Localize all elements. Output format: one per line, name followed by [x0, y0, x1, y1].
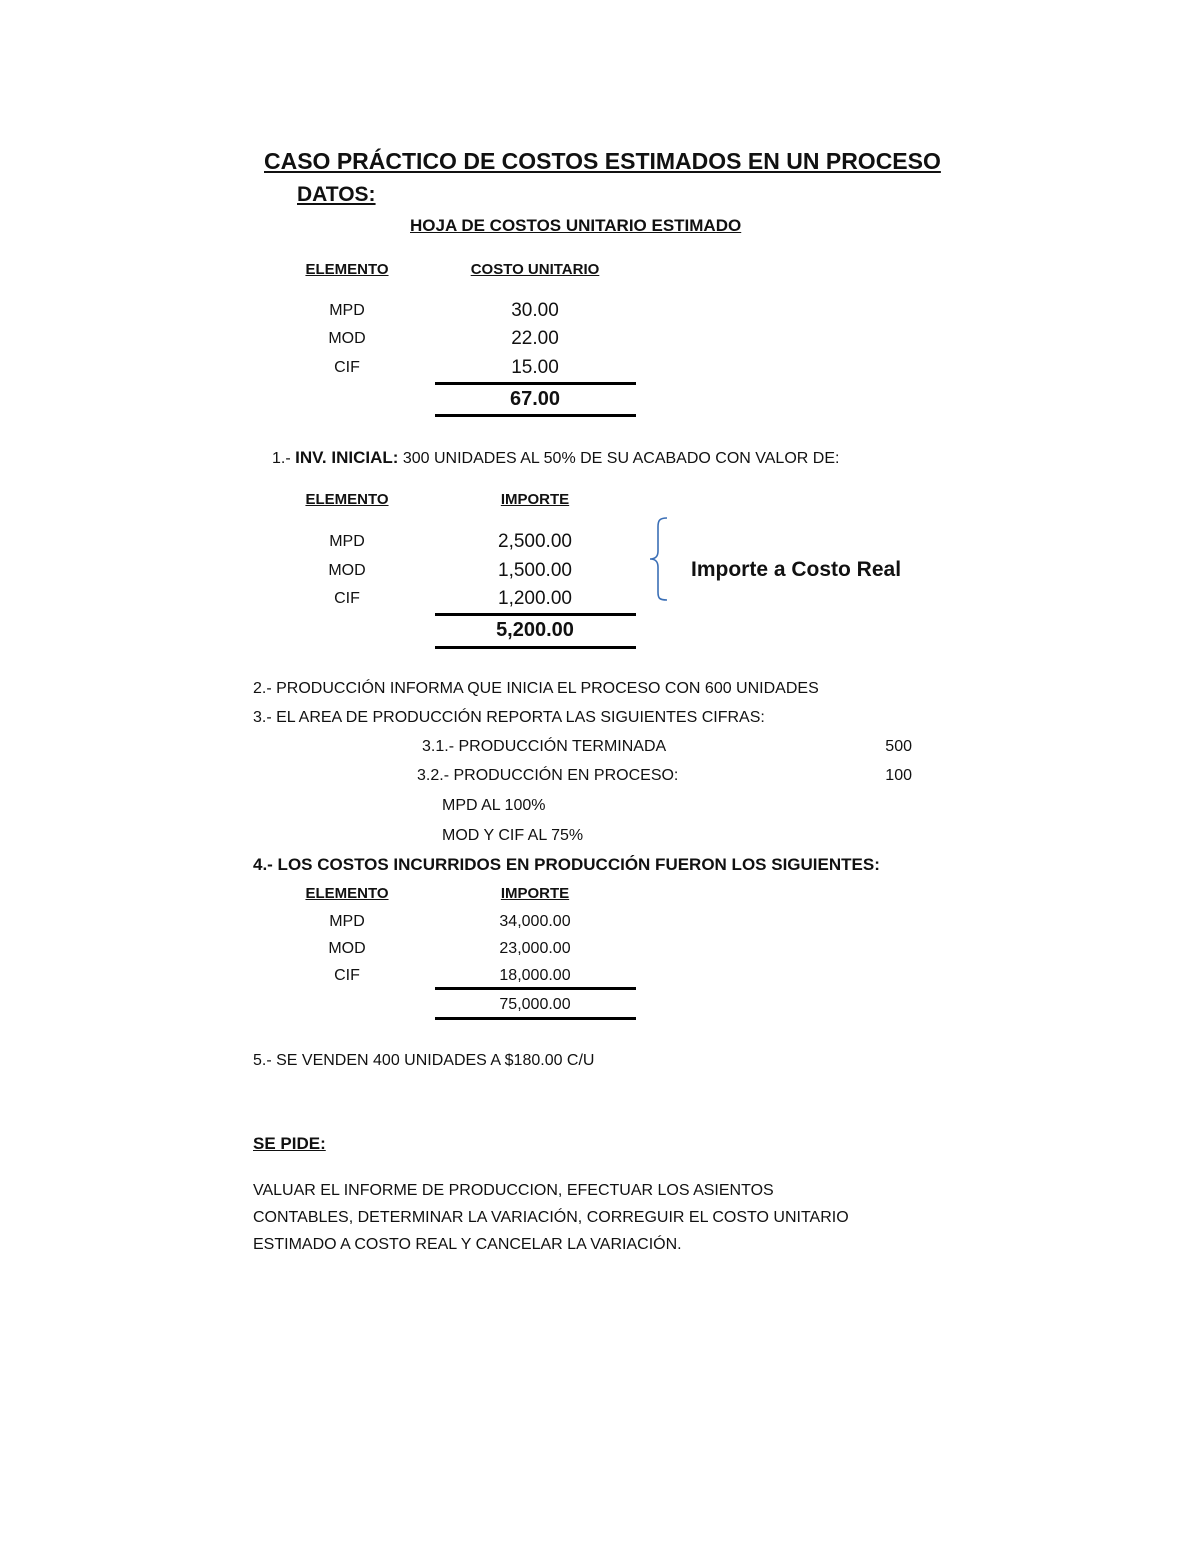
- se-pide-label: SE PIDE:: [253, 1134, 326, 1153]
- total-value: 5,200.00: [496, 619, 574, 641]
- total-double-rule: [435, 1017, 636, 1020]
- total-double-rule: [435, 646, 636, 649]
- item-3-1-value: 500: [885, 738, 912, 755]
- table-row-value: 2,500.00: [498, 531, 572, 552]
- table-row-value: 1,500.00: [498, 560, 572, 581]
- page-title: CASO PRÁCTICO DE COSTOS ESTIMADOS EN UN PROCESO: [264, 148, 941, 174]
- table-row-value: 30.00: [511, 300, 559, 321]
- col-header-importe: IMPORTE: [500, 491, 570, 508]
- inv-inicial-text: 300 UNIDADES AL 50% DE SU ACABADO CON VALOR DE:: [398, 450, 840, 467]
- total-rule: [435, 987, 636, 990]
- total-rule: [435, 613, 636, 616]
- datos-label: DATOS:: [297, 183, 376, 206]
- curly-brace-icon: [645, 515, 675, 603]
- total-value: 67.00: [509, 388, 561, 410]
- table-row-label: MOD: [328, 330, 366, 347]
- item-5: 5.- SE VENDEN 400 UNIDADES A $180.00 C/U: [253, 1052, 595, 1069]
- table-row-value: 18,000.00: [499, 967, 571, 984]
- se-pide-line: CONTABLES, DETERMINAR LA VARIACIÓN, CORREGUIR EL COSTO UNITARIO: [253, 1209, 849, 1226]
- inv-inicial-label: INV. INICIAL:: [295, 448, 399, 467]
- table-row-label: MPD: [329, 302, 365, 319]
- col-header-elemento: ELEMENTO: [305, 491, 389, 508]
- se-pide-line: ESTIMADO A COSTO REAL Y CANCELAR LA VARIACIÓN.: [253, 1236, 682, 1253]
- hoja-title: HOJA DE COSTOS UNITARIO ESTIMADO: [410, 216, 742, 235]
- table-row-label: CIF: [334, 967, 360, 984]
- total-rule: [435, 382, 636, 385]
- item-number: 1.-: [272, 450, 296, 467]
- item-2: 2.- PRODUCCIÓN INFORMA QUE INICIA EL PROCESO CON 600 UNIDADES: [253, 680, 819, 697]
- table-row-label: MOD: [328, 562, 366, 579]
- col-header-importe: IMPORTE: [500, 885, 570, 902]
- table-row-label: MOD: [328, 940, 366, 957]
- item-3-2-value: 100: [885, 767, 912, 784]
- table-row-label: CIF: [334, 359, 360, 376]
- col-header-costo: COSTO UNITARIO: [470, 261, 600, 278]
- table-row-value: 1,200.00: [498, 588, 572, 609]
- item-3-1-label: 3.1.- PRODUCCIÓN TERMINADA: [422, 738, 667, 755]
- item-3-2-label: 3.2.- PRODUCCIÓN EN PROCESO:: [417, 767, 679, 784]
- table-row-value: 23,000.00: [499, 940, 571, 957]
- se-pide-line: VALUAR EL INFORME DE PRODUCCION, EFECTUAR LOS ASIENTOS: [253, 1182, 774, 1199]
- table-row-label: MPD: [329, 913, 365, 930]
- table-row-value: 15.00: [511, 357, 559, 378]
- col-header-elemento: ELEMENTO: [305, 885, 389, 902]
- item-3-detail-mpd: MPD AL 100%: [442, 797, 546, 814]
- item-3-detail-mod-cif: MOD Y CIF AL 75%: [442, 827, 584, 844]
- total-double-rule: [435, 414, 636, 417]
- item-3: 3.- EL AREA DE PRODUCCIÓN REPORTA LAS SIGUIENTES CIFRAS:: [253, 709, 765, 726]
- col-header-elemento: ELEMENTO: [305, 261, 389, 278]
- table-row-value: 34,000.00: [499, 913, 571, 930]
- table-row-label: MPD: [329, 533, 365, 550]
- importe-costo-real-note: Importe a Costo Real: [691, 558, 902, 581]
- item-4: 4.- LOS COSTOS INCURRIDOS EN PRODUCCIÓN FUERON LOS SIGUIENTES:: [253, 855, 880, 874]
- inv-inicial-line: [272, 448, 839, 468]
- table-row-value: 22.00: [511, 328, 559, 349]
- table-row-label: CIF: [334, 590, 360, 607]
- total-value: 75,000.00: [499, 996, 571, 1013]
